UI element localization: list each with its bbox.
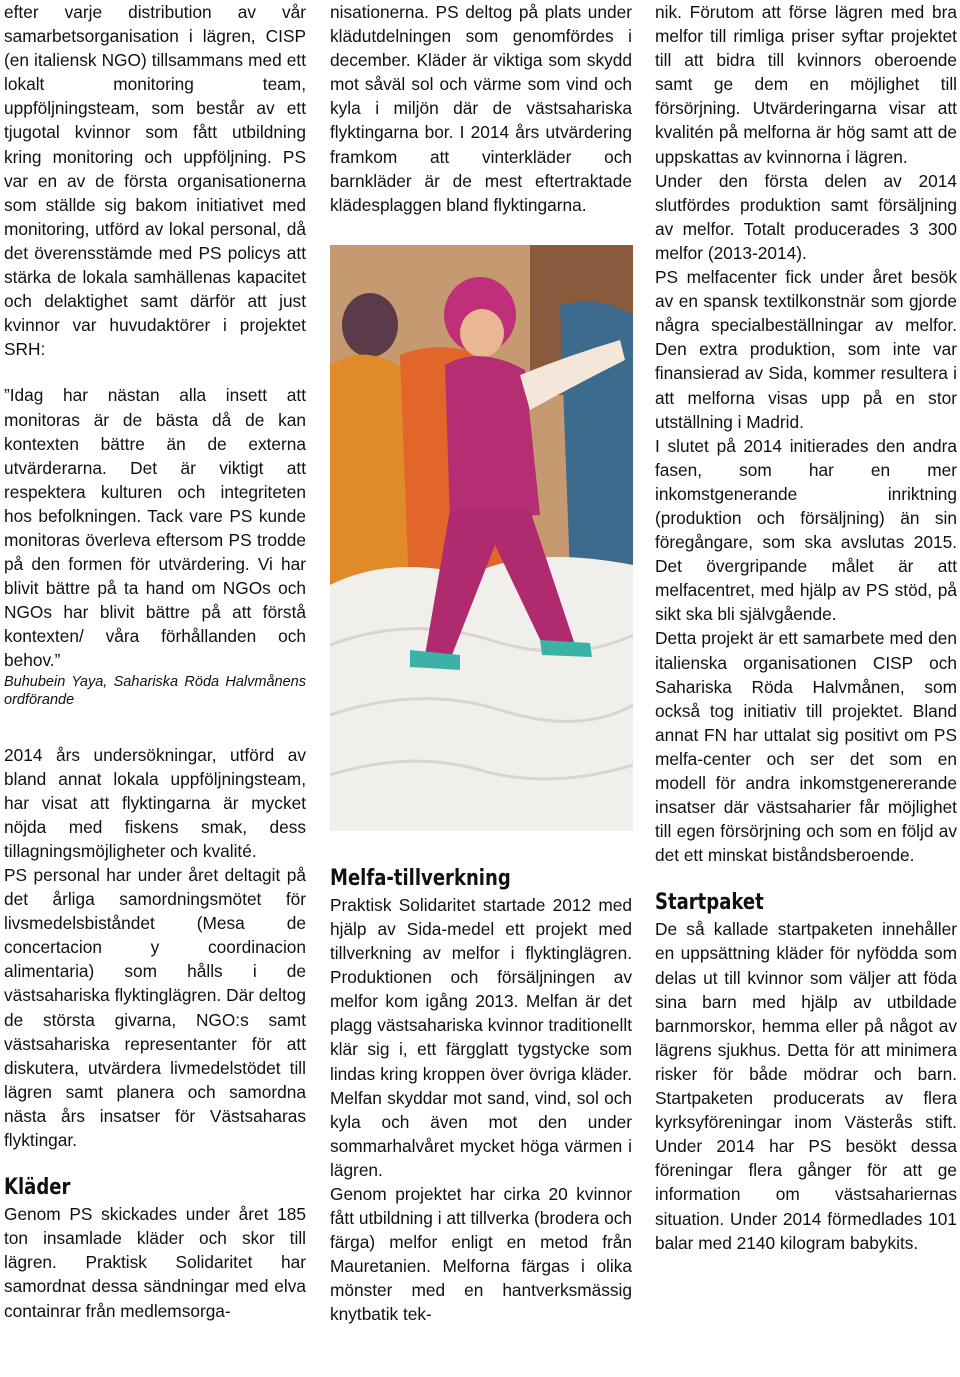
heading-melfa: Melfa-tillverkning [330, 865, 511, 891]
paragraph-intro: efter varje distribution av vår samarbetsorganisation i lägren, CISP (en italiensk NGO) tillsammans med ett lokalt monitoring team, uppföljningsteam, som består av ett tjugotal kvinnor som fått utbildning kring monitoring och uppföljning. PS var en av de första organisationerna som ställde sig bakom initiativet med monitoring, utförd av lokal personal, då det överensstämde med PS policys att stärka de lokala samhällenas kapacitet och delaktighet samt därför att just kvinnor var huvudaktörer i projektet SRH: [4, 2, 306, 360]
paragraph-melfa-1: Praktisk Solidaritet startade 2012 med hjälp av Sida-medel ett projekt med tillverkning av melfor i flyktinglägren. Produktionen och försäljningen av melfor kom igång 2013. Melfan är det plagg västsahariska kvinnor traditionellt klär sig i, ett färgglatt tygstycke som lindas kring kroppen över övriga kläder. Melfan skyddar mot sand, vind, sol och kyla och även mot den under sommarhalvåret mycket höga värmen i lägren. [330, 894, 632, 1180]
spacer [655, 867, 957, 889]
paragraph-2: Under den första delen av 2014 slutfördes produktion samt försäljning av melfor. Totalt producerades 3 300 melfor (2013-2014). [655, 170, 957, 263]
spacer [4, 709, 306, 743]
quote-attribution: Buhubein Yaya, Sahariska Röda Halvmånens ordförande [4, 673, 306, 708]
paragraph-melfa-2: Genom projektet har cirka 20 kvinnor fått utbildning i att tillverka (brodera och färga) melfor enligt en metod från Mauretanien. Melforna färgas i olika mönster med en hantverksmässig knytbatik tek- [330, 1183, 632, 1325]
photo-child-on-bales [330, 245, 633, 831]
white-bales [330, 557, 633, 831]
spacer [4, 1152, 306, 1174]
paragraph-klader: Genom PS skickades under året 185 ton insamlade kläder och skor till lägren. Praktisk Solidaritet har samordnat dessa sändningar med elva containrar från medlemsorga- [4, 1204, 306, 1321]
heading-startpaket: Startpaket [655, 890, 764, 916]
paragraph-4: I slutet på 2014 initierades den andra fasen, som har en mer inkomstgenerande inriktning (produktion och försäljning) än sin föregångare, som ska avslutas 2015. Det övergripande målet är att melfacentret, med hjälp av PS stöd, på sikt ska bli självgående. [655, 435, 957, 625]
child-face [460, 309, 504, 357]
photo-illustration [330, 245, 633, 831]
woman-head-left [342, 293, 398, 357]
paragraph-mesa: PS personal har under året deltagit på det årliga samordningsmötet för livsmedelsbiståndet (Mesa de concertacion y coordinacion alimentaria) som hålls i de västsahariska flyktinglägren. Där deltog de största givarna, NGO:s samt västsahariska representanter för att diskutera, utvärdera livmedelstödet till lägren samt planera och samordna nästa års insatser för Västsaharas flyktingar. [4, 865, 306, 1151]
column-left [4, 0, 306, 1323]
quote: ”Idag har nästan alla insett att monitoras är de bästa då de kan kontexten bättre än de externa utvärderarna. Det är viktigt att respektera kulturen och integriteten hos befolkningen. Tack vare PS kunde monitoras överleva eftersom PS trodde på den formen för utvärdering. Vi har blivit bättre på ta hand om NGOs och NGOs har blivit bättre på att förstå kontexten/ våra förhållanden och behov.” [4, 385, 306, 671]
person-right [560, 302, 633, 575]
spacer [4, 361, 306, 383]
column-middle [330, 0, 632, 1327]
spacer [330, 831, 632, 865]
paragraph-continued: nisationerna. PS deltog på plats under klädutdelningen som genomfördes i december. Kläder är viktiga som skydd mot såväl sol och värme som vind och kyla i miljön där de västsahariska flyktingarna bor. I 2014 års utvärdering framkom att vinterkläder och barnkläder är de mest eftertraktade klädesplaggen bland flyktingarna. [330, 2, 632, 215]
paragraph-startpaket: De så kallade startpaketen innehåller en uppsättning kläder för nyfödda som delas ut till kvinnor som väljer att föda sina barn med hjälp av utbildade barnmorskor, hemma eller på något av lägrens sjukhus. Detta för att minimera risker för både mödrar och barn. Startpaketen producerats av flera kyrksyföreningar inom Västerås stift. Under 2014 har PS besökt dessa föreningar flera gånger för att ge information om västsahariernas situation. Under 2014 förmedlades 101 balar med 2140 kilogram babykits. [655, 919, 957, 1253]
paragraph-5: Detta projekt är ett samarbete med den italienska organisationen CISP och Sahariska Röda Halvmånen, som också tog initiativ till projektet. Bland annat FN har uttalat sig positivt om PS melfa-center och ser det som en modell för andra inkomstgenererande insatser där västsaharier får möjlighet till egen försörjning och som en följd av det ett minskat biståndsberoende. [655, 628, 957, 866]
paragraph-survey: 2014 års undersökningar, utförd av bland annat lokala uppföljningsteam, har visat att flyktingarna är mycket nöjda med fiskens smak, dess tillagningsmöjligheter och kvalité. [4, 744, 306, 861]
heading-klader: Kläder [4, 1175, 71, 1201]
paragraph-3: PS melfacenter fick under året besök av en spansk textilkonstnär som gjorde några specialbeställningar av melfor. Den extra produktion, som inte var finansierad av Sida, kommer resultera i att melforna visas upp på en stor utställning i Madrid. [655, 267, 957, 432]
column-right [655, 0, 957, 1255]
paragraph-1: nik. Förutom att förse lägren med bra melfor till rimliga priser syftar projektet till att bidra till kvinnors oberoende samt ge dem en möjlighet till försörjning. Utvärderingarna visar att kvalitén på melforna är hög samt att de uppskattas av kvinnorna i lägren. [655, 2, 957, 167]
